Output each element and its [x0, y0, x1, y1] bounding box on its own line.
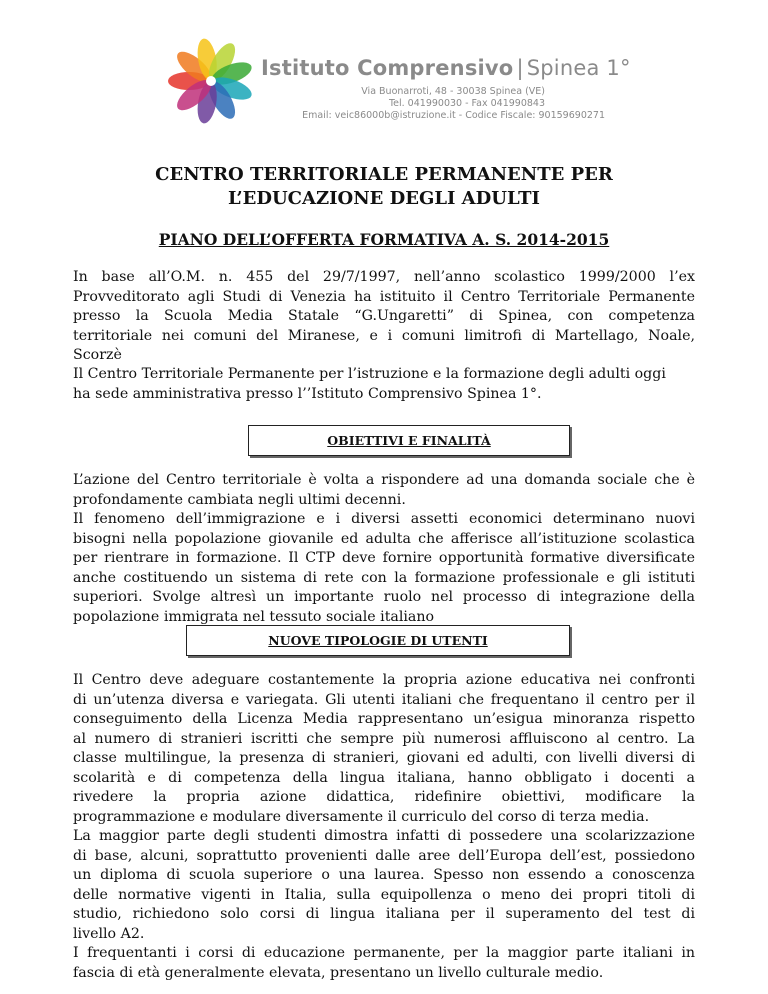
document-subtitle: PIANO DELL’OFFERTA FORMATIVA A. S. 2014-2015 — [158, 230, 610, 249]
text-line: bisogni nella popolazione giovanile ed adulta che afferisce all’istituzione scolastica — [73, 530, 695, 547]
text-line: profondamente cambiata negli ultimi decenni. — [73, 491, 406, 508]
school-phone: Tel. 041990030 - Fax 041990843 — [388, 98, 545, 109]
letterhead — [165, 38, 631, 124]
text-line: Il Centro deve adeguare costantemente la propria azione educativa nei confronti — [73, 672, 695, 688]
text-line: Provveditorato agli Studi di Venezia ha istituito il Centro Territoriale Permanente — [73, 288, 695, 305]
document-title-line-1: CENTRO TERRITORIALE PERMANENTE PER — [155, 164, 613, 185]
school-name-main: Istituto Comprensivo — [261, 56, 514, 80]
text-line: anche costituendo un sistema di rete con la formazione professionale e gli istituti — [73, 569, 695, 586]
text-line: fascia di età generalmente elevata, presentano un livello culturale medio. — [73, 964, 604, 981]
text-line: L’azione del Centro territoriale è volta a rispondere ad una domanda sociale che è — [73, 472, 695, 488]
text-line: livello A2. — [73, 925, 145, 942]
text-line: programmazione e modulare diversamente il curriculo del corso di terza media. — [73, 808, 650, 825]
school-address: Via Buonarroti, 48 - 30038 Spinea (VE) — [361, 86, 545, 97]
text-line: delle normative vigenti in Italia, sulla equipollenza o meno dei propri titoli di — [73, 886, 695, 903]
text-line: superiori. Svolge altresì un importante ruolo nel processo di integrazione della — [73, 589, 695, 605]
school-name-separator: | — [516, 56, 524, 80]
text-line: popolazione immigrata nel tessuto sociale italiano — [73, 608, 435, 625]
document-title-line-2: L’EDUCAZIONE DEGLI ADULTI — [228, 188, 540, 209]
objectives-paragraph-1 — [73, 471, 695, 510]
text-line: presso la Scuola Media Statale “G.Ungaretti” di Spinea, con competenza — [73, 308, 695, 324]
text-line: La maggior parte degli studenti dimostra infatti di possedere una scolarizzazione — [73, 828, 695, 844]
text-line: ha sede amministrativa presso l’’Istituto Comprensivo Spinea 1°. — [73, 385, 542, 402]
text-line: territoriale nei comuni del Miranese, e i comuni limitrofi di Martellago, Noale, — [73, 327, 695, 344]
text-line: un diploma di scuola superiore o una laurea. Spesso non essendo a conoscenza — [73, 867, 695, 883]
text-line: conseguimento della Licenza Media rappresentano un’esigua minoranza rispetto — [73, 711, 695, 727]
users-paragraph-2 — [73, 827, 695, 944]
school-name — [261, 56, 631, 80]
intro-paragraph-1 — [73, 268, 695, 366]
text-line: al numero di stranieri iscritti che sempre più numerosi affluiscono al centro. La — [73, 730, 695, 747]
text-line: studio, richiedono solo corsi di lingua italiana per il superamento del test di — [73, 906, 695, 922]
school-email: Email: veic86000b@istruzione.it - Codice Fiscale: 90159690271 — [302, 110, 605, 121]
text-line: per rientrare in formazione. Il CTP deve fornire opportunità formative diversificate — [73, 550, 695, 566]
text-line: di un’utenza diversa e variegata. Gli utenti italiani che frequentano il centro per il — [73, 691, 695, 708]
text-line: rivedere la propria azione didattica, ridefinire obiettivi, modificare la — [73, 789, 695, 805]
users-paragraph-3 — [73, 944, 695, 983]
intro-paragraph-2 — [73, 365, 695, 404]
text-line: classe multilingue, la presenza di stranieri, giovani ed adulti, con livelli diversi di — [73, 750, 695, 766]
users-paragraph-1 — [73, 671, 695, 827]
text-line: I frequentanti i corsi di educazione permanente, per la maggior parte italiani in — [73, 945, 695, 961]
text-line: di base, alcuni, soprattutto provenienti dalle aree dell’Europa dell’est, possiedono — [73, 847, 695, 864]
text-line: Il Centro Territoriale Permanente per l’istruzione e la formazione degli adulti oggi — [73, 366, 666, 382]
rainbow-flower-logo-icon — [165, 38, 257, 124]
section-heading-objectives: OBIETTIVI E FINALITÀ — [248, 425, 570, 456]
section-heading-new-users: NUOVE TIPOLOGIE DI UTENTI — [186, 625, 570, 656]
text-line: scolarità e di competenza della lingua italiana, hanno obbligato i docenti a — [73, 769, 695, 786]
school-campus: Spinea 1° — [526, 56, 631, 80]
logo-center — [206, 76, 216, 86]
text-line: Il fenomeno dell’immigrazione e i diversi assetti economici determinano nuovi — [73, 511, 695, 527]
text-line: In base all’O.M. n. 455 del 29/7/1997, nell’anno scolastico 1999/2000 l’ex — [73, 269, 695, 285]
text-line: Scorzè — [73, 347, 122, 363]
objectives-paragraph-2 — [73, 510, 695, 627]
